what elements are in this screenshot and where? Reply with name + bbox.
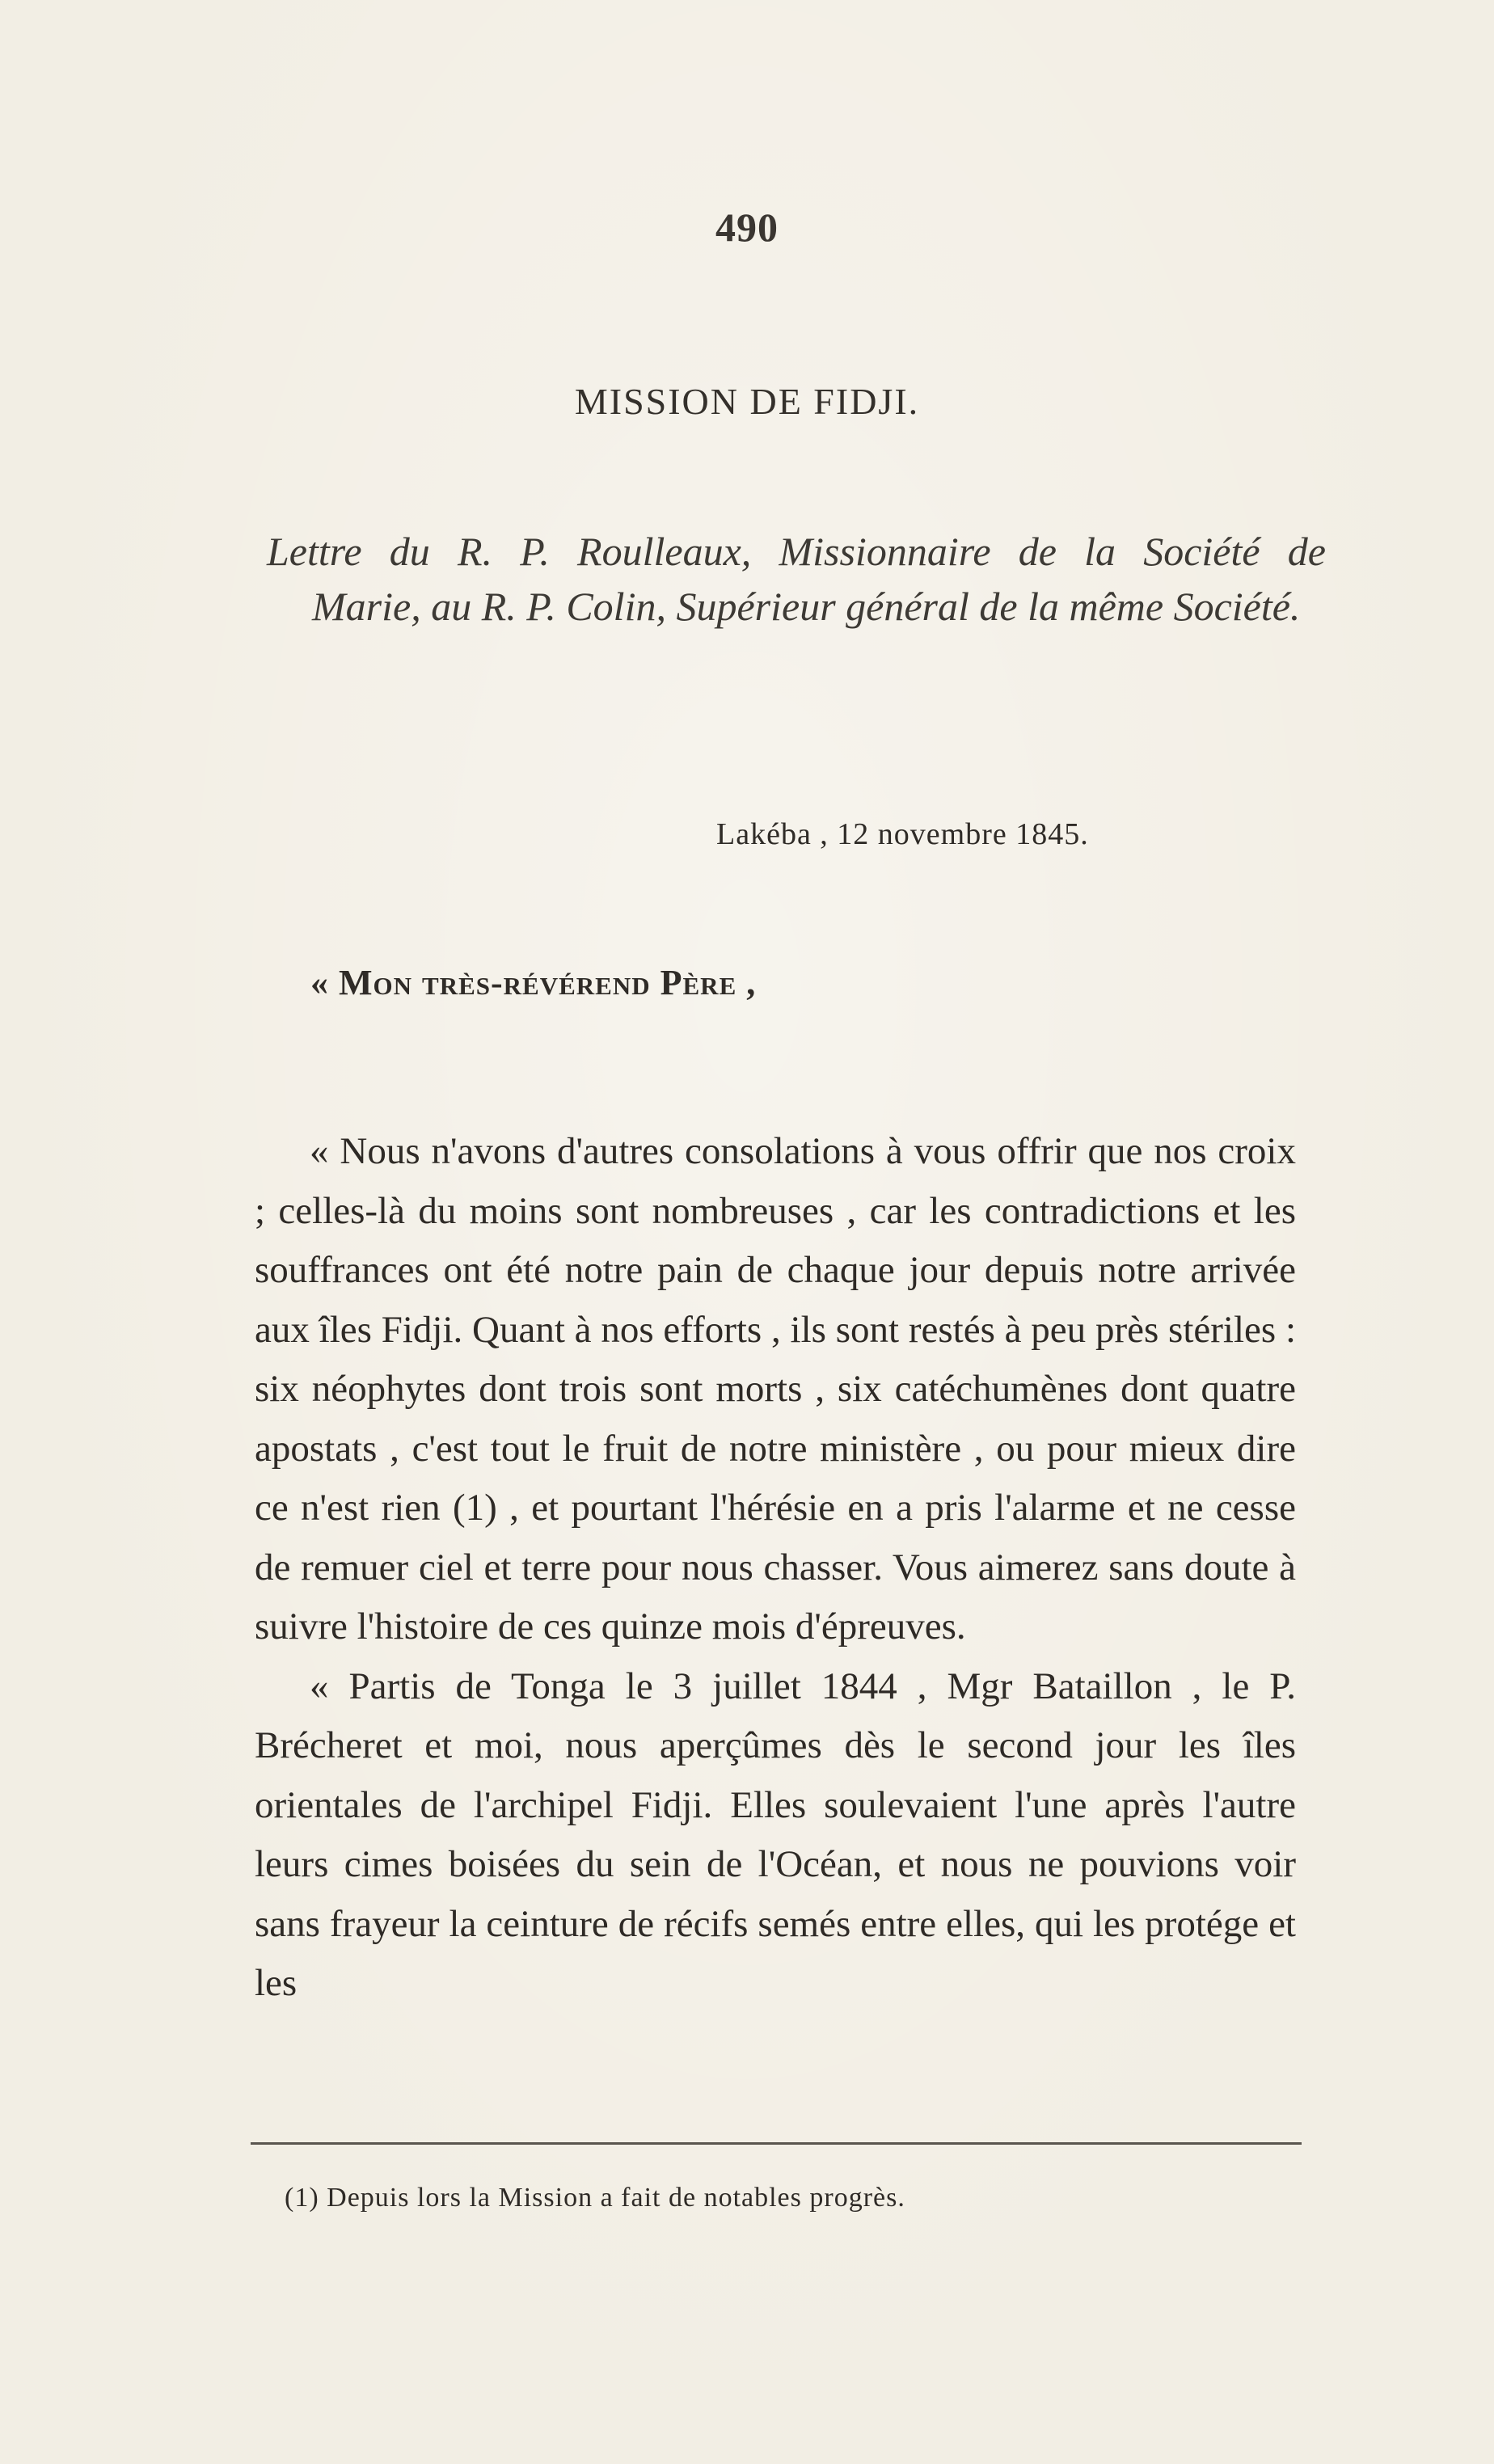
salutation: « Mon très-révérend Père , [310, 963, 757, 1002]
letter-intro-line1: Lettre du R. P. Roulleaux, Missionnaire de la Société de [267, 529, 1326, 574]
dateline: Lakéba , 12 novembre 1845. [716, 817, 1089, 851]
paragraph-2: « Partis de Tonga le 3 juillet 1844 , Mgr Bataillon , le P. Brécheret et moi, nous aperçûmes dès le second jour les îles orientales de l'archipel Fidji. Elles soulevaient l'une après l'autre leurs cimes boisées du sein de l'Océan, et nous ne pouvions voir sans frayeur la ceinture de récifs semés entre elles, qui les protége et les [255, 1664, 1296, 2004]
letter-intro-rest: Marie, au R. P. Colin, Supérieur général de la même Société. [312, 584, 1301, 629]
page-number: 490 [715, 205, 779, 250]
footnote-rule [251, 2142, 1302, 2145]
body-text [255, 1122, 1296, 2014]
page-title: MISSION DE FIDJI. [574, 381, 920, 422]
paragraph-1: « Nous n'avons d'autres consolations à vous offrir que nos croix ; celles-là du moins sont nombreuses , car les contradictions et les souffrances ont été notre pain de chaque jour depuis notre arrivée aux îles Fidji. Quant à nos efforts , ils sont restés à peu près stériles : six néophytes dont trois sont morts , six catéchumènes dont quatre apostats , c'est tout le fruit de notre ministère , ou pour mieux dire ce n'est rien (1) , et pourtant l'hérésie en a pris l'alarme et ne cesse de remuer ciel et terre pour nous chasser. Vous aimerez sans doute à suivre l'histoire de ces quinze mois d'épreuves. [255, 1130, 1296, 1648]
letter-intro [267, 524, 1326, 634]
footnote: (1) Depuis lors la Mission a fait de notables progrès. [285, 2183, 905, 2213]
